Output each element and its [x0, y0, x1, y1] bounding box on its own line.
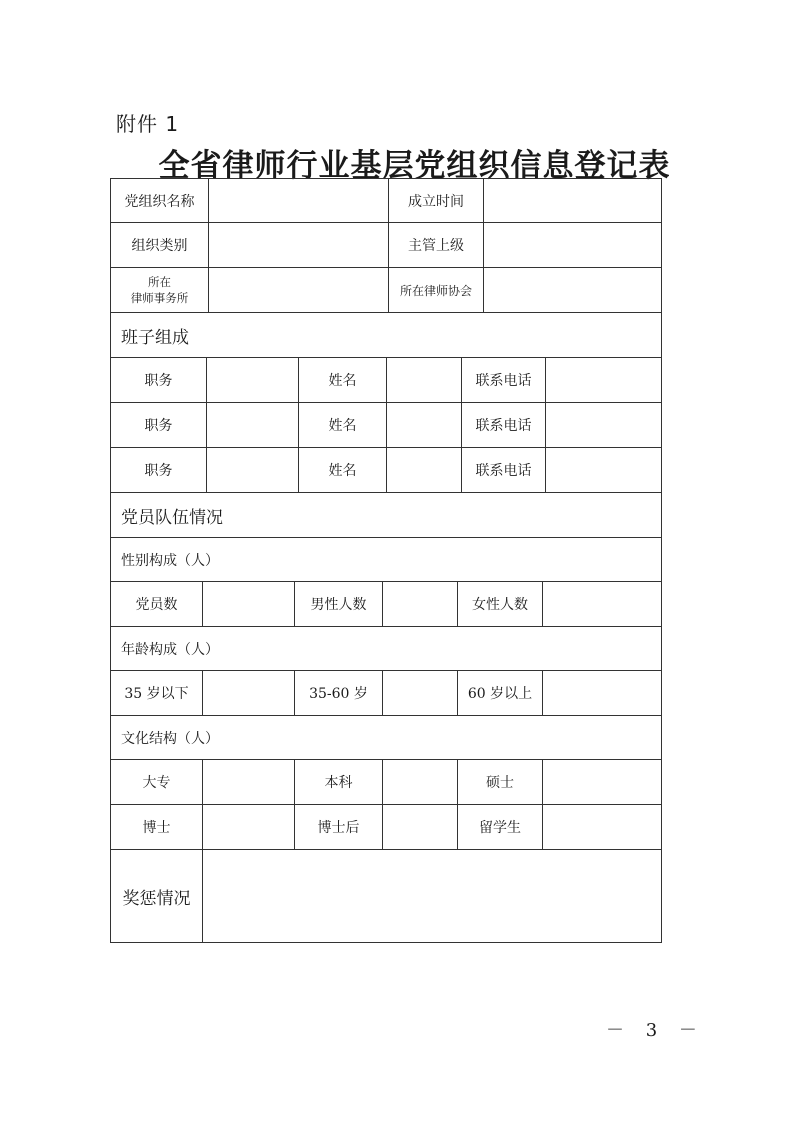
male-count-field[interactable] [383, 582, 458, 626]
position-field[interactable] [207, 358, 299, 402]
gender-title-row [110, 538, 662, 582]
name-field[interactable] [387, 403, 462, 447]
overseas-student-field[interactable] [543, 805, 661, 849]
member-count-label: 党员数 [111, 582, 203, 626]
position-label: 职务 [111, 403, 207, 447]
phone-label: 联系电话 [462, 403, 546, 447]
form-title: 全省律师行业基层党组织信息登记表 [158, 148, 671, 184]
college-field[interactable] [203, 760, 295, 804]
position-label: 职务 [111, 358, 207, 402]
age-35-60-label: 35-60 岁 [295, 671, 383, 715]
phone-label: 联系电话 [462, 358, 546, 402]
age-row [110, 671, 662, 716]
age-title-row [110, 627, 662, 671]
law-firm-label-line1: 所在 [148, 275, 171, 289]
master-field[interactable] [543, 760, 661, 804]
law-firm-label [111, 268, 209, 312]
registration-form [110, 178, 662, 943]
education-title-row [110, 716, 662, 760]
male-count-label: 男性人数 [295, 582, 383, 626]
org-type-label: 组织类别 [111, 223, 209, 267]
education-row [110, 760, 662, 805]
position-label: 职务 [111, 448, 207, 492]
org-name-field[interactable] [209, 179, 389, 222]
leadership-section-row [110, 313, 662, 358]
age-under-35-label: 35 岁以下 [111, 671, 203, 715]
law-firm-label-line2: 律师事务所 [130, 291, 189, 305]
name-label: 姓名 [299, 403, 387, 447]
name-field[interactable] [387, 358, 462, 402]
association-label: 所在律师协会 [389, 268, 484, 312]
awards-row [110, 850, 662, 943]
position-field[interactable] [207, 448, 299, 492]
age-35-60-field[interactable] [383, 671, 458, 715]
gender-row [110, 582, 662, 627]
law-firm-field[interactable] [209, 268, 389, 312]
leadership-section-title: 班子组成 [121, 327, 189, 348]
age-under-35-field[interactable] [203, 671, 295, 715]
page-number: － 3 － [606, 1020, 705, 1041]
awards-field[interactable] [203, 850, 661, 942]
postdoc-field[interactable] [383, 805, 458, 849]
form-row-law-firm [110, 268, 662, 313]
education-title: 文化结构（人） [121, 730, 219, 747]
postdoc-label: 博士后 [295, 805, 383, 849]
bachelor-field[interactable] [383, 760, 458, 804]
member-count-field[interactable] [203, 582, 295, 626]
phone-field[interactable] [546, 403, 661, 447]
doctor-field[interactable] [203, 805, 295, 849]
gender-title: 性别构成（人） [121, 552, 219, 569]
name-label: 姓名 [299, 448, 387, 492]
superior-field[interactable] [484, 223, 661, 267]
master-label: 硕士 [458, 760, 543, 804]
name-field[interactable] [387, 448, 462, 492]
org-type-field[interactable] [209, 223, 389, 267]
college-label: 大专 [111, 760, 203, 804]
form-row-org-name [110, 178, 662, 223]
established-field[interactable] [484, 179, 661, 222]
members-section-row [110, 493, 662, 538]
education-row [110, 805, 662, 850]
members-section-title: 党员队伍情况 [121, 507, 223, 528]
awards-label: 奖惩情况 [111, 850, 203, 942]
female-count-field[interactable] [543, 582, 661, 626]
form-row-org-type [110, 223, 662, 268]
overseas-student-label: 留学生 [458, 805, 543, 849]
phone-label: 联系电话 [462, 448, 546, 492]
name-label: 姓名 [299, 358, 387, 402]
bachelor-label: 本科 [295, 760, 383, 804]
phone-field[interactable] [546, 448, 661, 492]
org-name-label: 党组织名称 [111, 179, 209, 222]
superior-label: 主管上级 [389, 223, 484, 267]
leadership-row [110, 403, 662, 448]
leadership-row [110, 358, 662, 403]
phone-field[interactable] [546, 358, 661, 402]
leadership-row [110, 448, 662, 493]
doctor-label: 博士 [111, 805, 203, 849]
age-title: 年龄构成（人） [121, 641, 219, 658]
established-label: 成立时间 [389, 179, 484, 222]
age-over-60-label: 60 岁以上 [458, 671, 543, 715]
age-over-60-field[interactable] [543, 671, 661, 715]
association-field[interactable] [484, 268, 661, 312]
position-field[interactable] [207, 403, 299, 447]
attachment-label: 附件 1 [116, 112, 180, 136]
female-count-label: 女性人数 [458, 582, 543, 626]
